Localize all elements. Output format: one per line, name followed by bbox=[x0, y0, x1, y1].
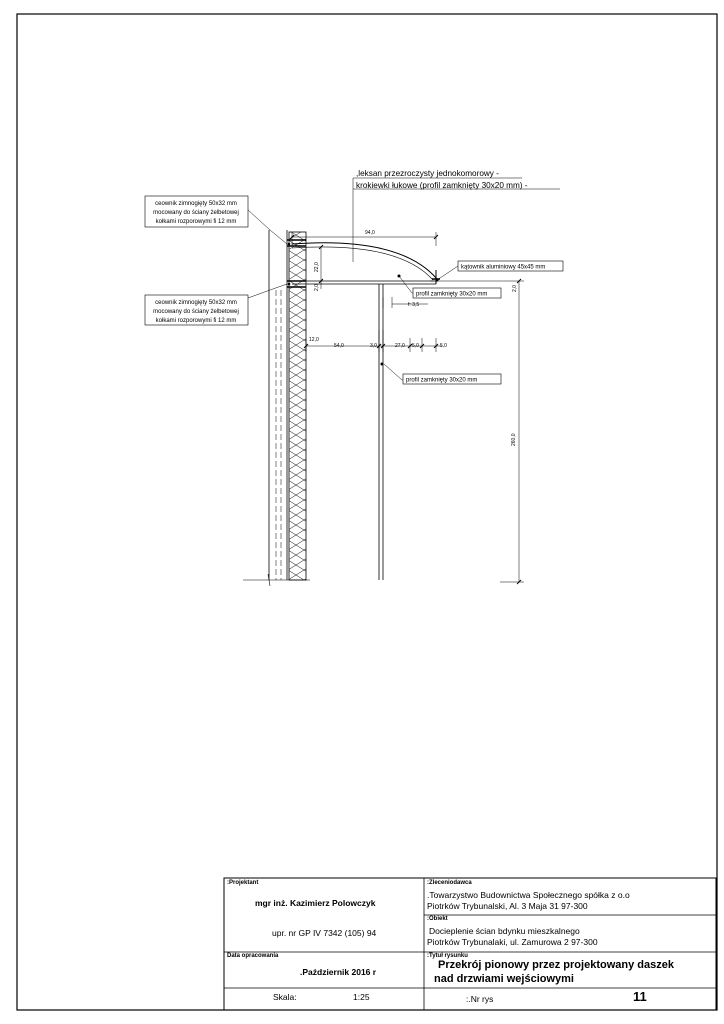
callout-katownik bbox=[458, 261, 563, 271]
callout-profil-1 bbox=[413, 288, 501, 298]
obiekt-line2: Piotrków Trybunalaki, ul. Zamurowa 2 97-300 bbox=[427, 937, 598, 947]
zleceniodawca-label: :Zleceniodawca bbox=[427, 880, 472, 886]
callout-top-line2: krokiewki łukowe (profil zamknięty 30x20 mm) - bbox=[356, 181, 528, 190]
dimension-lines bbox=[290, 232, 524, 584]
callout-dot bbox=[381, 363, 384, 366]
dim-12: 12,0 bbox=[309, 337, 319, 343]
dim-3: 3,0 bbox=[370, 343, 377, 349]
wall-section bbox=[269, 230, 287, 580]
nr-label: :.Nr rys bbox=[466, 994, 494, 1004]
obiekt-label: :Obiekt bbox=[427, 916, 448, 922]
zleceniodawca-line2: Piotrków Trybunalski, Al. 3 Maja 31 97-300 bbox=[427, 901, 588, 911]
svg-text:kołkami rozporowymi fi 12 mm: kołkami rozporowymi fi 12 mm bbox=[155, 219, 237, 225]
data-value: .Październik 2016 r bbox=[300, 967, 377, 977]
sheet-frame bbox=[17, 14, 717, 1010]
dim-5a: 5,0 bbox=[412, 343, 419, 349]
callout-dot bbox=[436, 279, 439, 282]
projektant-license: upr. nr GP IV 7342 (105) 94 bbox=[272, 928, 377, 938]
callout-left-upper bbox=[145, 196, 248, 227]
svg-text:profil zamknięty 30x20 mm: profil zamknięty 30x20 mm bbox=[416, 291, 488, 298]
dim-2-left: 2,0 bbox=[314, 284, 320, 291]
skala-value: 1:25 bbox=[353, 992, 370, 1002]
callout-left-lower bbox=[145, 295, 248, 325]
dim-260: 260,0 bbox=[511, 433, 517, 446]
dim-54: 54,0 bbox=[334, 343, 344, 349]
tytul-label: :Tytuł rysunku bbox=[427, 953, 468, 959]
callout-dot bbox=[288, 243, 291, 246]
dim-5b: 5,0 bbox=[440, 343, 447, 349]
svg-text:profil zamknięty 30x20 mm: profil zamknięty 30x20 mm bbox=[406, 377, 478, 384]
projektant-label: :Projektant bbox=[227, 880, 259, 886]
callout-dot bbox=[288, 283, 291, 286]
projektant-name: mgr inż. Kazimierz Polowczyk bbox=[255, 898, 376, 908]
callout-top-line1: ,leksan przezroczysty jednokomorowy - bbox=[356, 169, 499, 178]
support-post bbox=[379, 284, 383, 580]
tytul-line2: nad drzwiami wejściowymi bbox=[434, 973, 574, 985]
svg-text:ceownik zimnogięty 50x32 mm: ceownik zimnogięty 50x32 mm bbox=[155, 300, 237, 306]
svg-text:kątownik aluminiowy 45x45 mm: kątownik aluminiowy 45x45 mm bbox=[461, 264, 546, 271]
tytul-line1: Przekrój pionowy przez projektowany daszek bbox=[438, 959, 674, 971]
nr-value: 11 bbox=[633, 989, 647, 1004]
svg-text:mocowany do ściany żelbetowej: mocowany do ściany żelbetowej bbox=[153, 309, 239, 315]
skala-label: Skala: bbox=[273, 992, 297, 1002]
dim-2-right: 2,0 bbox=[512, 285, 518, 292]
dim-f35: f: 3,5 bbox=[408, 302, 420, 308]
svg-text:mocowany do ściany żelbetowej: mocowany do ściany żelbetowej bbox=[153, 210, 239, 216]
callout-profil-2 bbox=[403, 374, 501, 384]
zleceniodawca-line1: .Towarzystwo Budownictwa Społecznego spółka z o.o bbox=[427, 890, 630, 900]
svg-text:kołkami rozporowymi fi 12 mm: kołkami rozporowymi fi 12 mm bbox=[155, 318, 237, 324]
dim-22: 22,0 bbox=[314, 262, 320, 272]
dim-94: 94,0 bbox=[365, 230, 375, 236]
callout-dot bbox=[398, 275, 401, 278]
dim-27: 27,0 bbox=[395, 343, 405, 349]
svg-text:ceownik zimnogięty 50x32 mm: ceownik zimnogięty 50x32 mm bbox=[155, 201, 237, 207]
obiekt-line1: Docieplenie ścian bdynku mieszkalnego bbox=[429, 926, 580, 936]
data-label: Data opracowania bbox=[227, 953, 279, 959]
